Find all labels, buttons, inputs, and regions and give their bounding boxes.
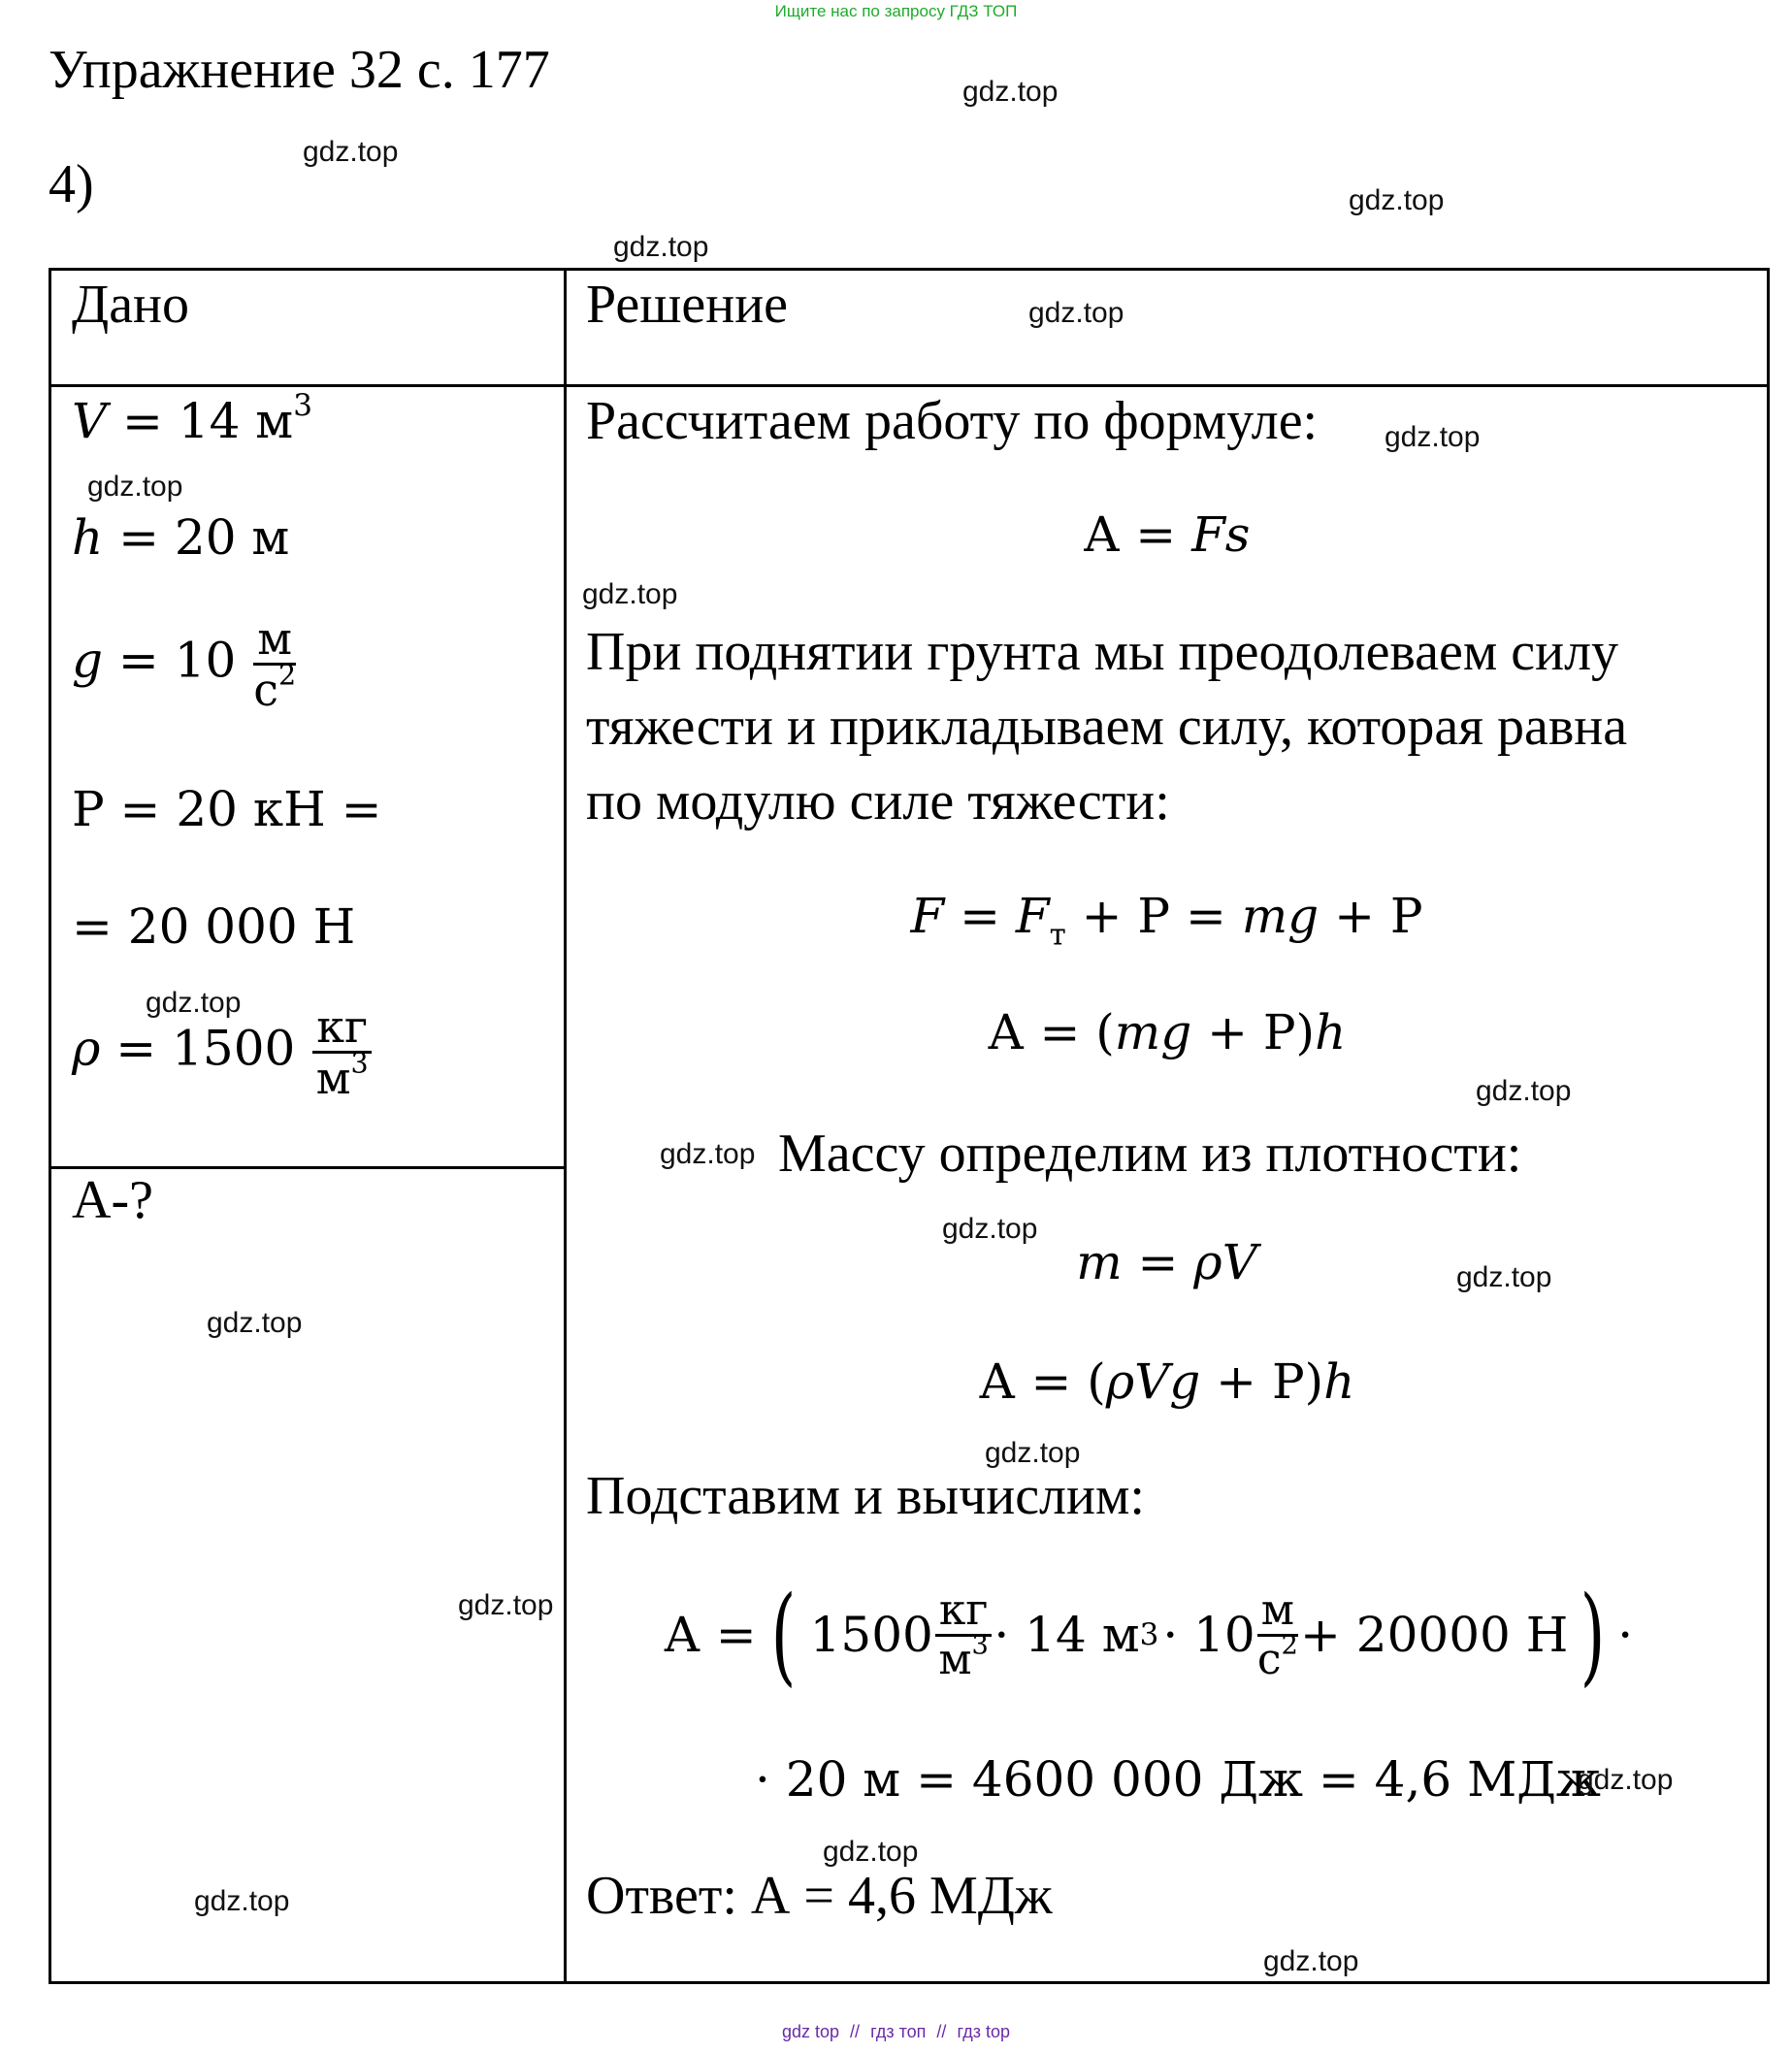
gravity-unit-fraction [253, 612, 297, 716]
density-symbol: ρ [72, 1020, 101, 1077]
watermark: gdz.top [303, 136, 399, 168]
watermark: gdz.top [146, 987, 242, 1019]
watermark: gdz.top [985, 1437, 1081, 1469]
table-border-top [49, 268, 1770, 271]
footer-link-2[interactable]: гдз топ [870, 2022, 927, 2041]
watermark: gdz.top [1578, 1764, 1674, 1796]
substitute-text: Подставим и вычислим: [586, 1466, 1145, 1526]
watermark: gdz.top [194, 1885, 290, 1917]
mass-text: Массу определим из плотности: [778, 1124, 1522, 1184]
calc-density-unit: $\frac{кг}{м^3}$ [935, 1589, 993, 1681]
watermark: gdz.top [660, 1138, 756, 1170]
watermark: gdz.top [1476, 1075, 1572, 1107]
volume-value: = 14 м [107, 393, 294, 449]
given-weight-line1: Р = 20 кН = [72, 781, 382, 837]
table-header-divider [49, 384, 1770, 387]
watermark: gdz.top [1385, 421, 1481, 453]
watermark: gdz.top [1263, 1945, 1359, 1977]
formula-mass: m = ρV [1076, 1234, 1257, 1290]
watermark: gdz.top [1028, 297, 1124, 329]
footer-link-3[interactable]: гдз top [957, 2022, 1010, 2041]
watermark: gdz.top [823, 1836, 919, 1868]
table-border-right [1767, 268, 1770, 1984]
given-weight-line2: = 20 000 Н [72, 898, 356, 955]
gravity-symbol: g [72, 632, 104, 689]
formula-work-lhs: А = [1083, 506, 1192, 563]
volume-exponent: 3 [293, 387, 312, 423]
given-volume [72, 387, 312, 449]
density-unit-numerator: кг [312, 1004, 372, 1054]
given-height [72, 509, 289, 566]
volume-symbol: V [72, 393, 108, 449]
gravity-unit-denominator: $с^2$ [253, 659, 297, 716]
watermark: gdz.top [613, 231, 709, 263]
footer-separator: // [850, 2022, 861, 2041]
given-header: Дано [72, 275, 190, 335]
table-border-bottom [49, 1981, 1770, 1984]
density-unit-fraction [312, 1000, 372, 1104]
watermark: gdz.top [207, 1307, 303, 1339]
height-symbol: h [72, 509, 104, 566]
gravity-value: = 10 [103, 632, 237, 689]
item-number: 4) [49, 154, 94, 214]
calc-gravity-unit: $\frac{м}{с^2}$ [1256, 1584, 1298, 1684]
watermark: gdz.top [1456, 1261, 1552, 1293]
footer [0, 2022, 1792, 2042]
height-value: = 20 м [103, 509, 290, 566]
answer-text: Ответ: А = 4,6 МДж [586, 1866, 1053, 1926]
density-value: = 1500 [100, 1020, 296, 1077]
solution-header: Решение [586, 275, 789, 335]
formula-force: $F = F_т + Р$ = mg + Р [910, 888, 1423, 953]
formula-work-density: А = (ρVg + Р)h [978, 1353, 1355, 1410]
watermark: gdz.top [87, 471, 183, 503]
watermark: gdz.top [942, 1213, 1038, 1245]
footer-separator: // [936, 2022, 947, 2041]
solution-intro: Рассчитаем работу по формуле: [586, 391, 1319, 451]
watermark: gdz.top [582, 578, 678, 610]
gravity-unit-numerator: м [253, 616, 296, 666]
formula-calculation: А = ( 1500 $\frac{кг}{м^3}$ · 14 м 3 · 10 $\frac{м}{с^2}$ + 20000 Н ) · [664, 1573, 1634, 1697]
formula-work [567, 506, 1767, 563]
solution-paragraph-line2: тяжести и прикладываем силу, которая равна [586, 697, 1628, 757]
solution-paragraph-line3: по модулю силе тяжести: [586, 771, 1170, 831]
solution-paragraph-line1: При поднятии грунта мы преодолеваем силу [586, 622, 1619, 682]
formula-work-rhs: Fs [1191, 506, 1251, 563]
watermark: gdz.top [458, 1589, 554, 1621]
watermark: gdz.top [962, 76, 1059, 108]
exercise-heading: Упражнение 32 с. 177 [49, 40, 550, 100]
density-unit-denominator: $м^3$ [315, 1047, 369, 1104]
formula-work-expanded: А = (mg + Р)h [987, 1004, 1347, 1060]
formula-result: · 20 м = 4600 000 Дж = 4,6 МДж [755, 1751, 1601, 1808]
given-gravity [72, 612, 298, 716]
top-banner: Ищите нас по запросу ГДЗ ТОП [774, 2, 1018, 20]
find-label: А-? [72, 1170, 153, 1230]
table-border-left [49, 268, 51, 1984]
big-paren-close: ) [1580, 1573, 1606, 1697]
watermark: gdz.top [1349, 184, 1445, 216]
big-paren-open: ( [770, 1573, 796, 1697]
footer-link-1[interactable]: gdz top [781, 2022, 840, 2041]
